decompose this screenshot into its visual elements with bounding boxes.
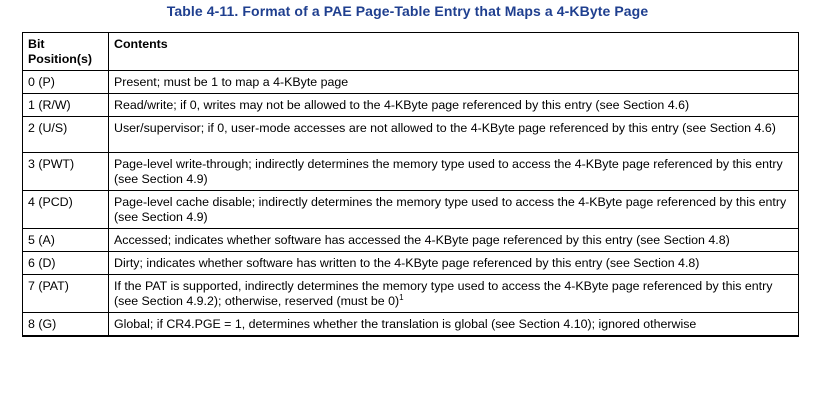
bit-cell: 0 (P) [23, 71, 109, 94]
bit-cell: 6 (D) [23, 252, 109, 275]
table-row-bit-2 [23, 117, 799, 153]
contents-cell: User/supervisor; if 0, user-mode accesses are not allowed to the 4-KByte page referenced by this entry (see Section 4.6) [109, 117, 799, 153]
table-row-bit-1 [23, 94, 799, 117]
header-contents: Contents [109, 33, 799, 71]
header-bit-line1: Bit [28, 37, 45, 51]
contents-cell: Present; must be 1 to map a 4-KByte page [109, 71, 799, 94]
table-row-bit-7 [23, 275, 799, 313]
contents-cell: Page-level write-through; indirectly determines the memory type used to access the 4-KByte page referenced by this entry (see Section 4.9) [109, 153, 799, 191]
contents-cell: Dirty; indicates whether software has written to the 4-KByte page referenced by this entry (see Section 4.8) [109, 252, 799, 275]
contents-cell: Page-level cache disable; indirectly determines the memory type used to access the 4-KByte page referenced by this entry (see Section 4.9) [109, 191, 799, 229]
bit-cell: 5 (A) [23, 229, 109, 252]
pae-pte-table [22, 32, 799, 337]
header-bit-line2: Position(s) [28, 52, 93, 66]
bit-cell: 2 (U/S) [23, 117, 109, 153]
table-row-bit-5 [23, 229, 799, 252]
bit-cell: 4 (PCD) [23, 191, 109, 229]
table-header-row [23, 33, 799, 71]
header-bit-position [23, 33, 109, 71]
contents-cell: Global; if CR4.PGE = 1, determines whether the translation is global (see Section 4.10); ignored otherwise [109, 313, 799, 337]
bit-cell: 7 (PAT) [23, 275, 109, 313]
contents-text: If the PAT is supported, indirectly determines the memory type used to access the 4-KByte page referenced by this entry (see Section 4.9.2); otherwise, reserved (must be 0) [114, 279, 773, 308]
table-row-bit-3 [23, 153, 799, 191]
contents-cell: Read/write; if 0, writes may not be allowed to the 4-KByte page referenced by this entry (see Section 4.6) [109, 94, 799, 117]
contents-cell: Accessed; indicates whether software has accessed the 4-KByte page referenced by this entry (see Section 4.8) [109, 229, 799, 252]
table-row-bit-0 [23, 71, 799, 94]
table-row-bit-6 [23, 252, 799, 275]
footnote-marker: 1 [399, 292, 404, 302]
bit-cell: 8 (G) [23, 313, 109, 337]
contents-cell [109, 275, 799, 313]
table-row-bit-8 [23, 313, 799, 337]
bit-cell: 1 (R/W) [23, 94, 109, 117]
table-caption: Table 4-11. Format of a PAE Page-Table Entry that Maps a 4-KByte Page [166, 3, 649, 19]
table-row-bit-4 [23, 191, 799, 229]
bit-cell: 3 (PWT) [23, 153, 109, 191]
